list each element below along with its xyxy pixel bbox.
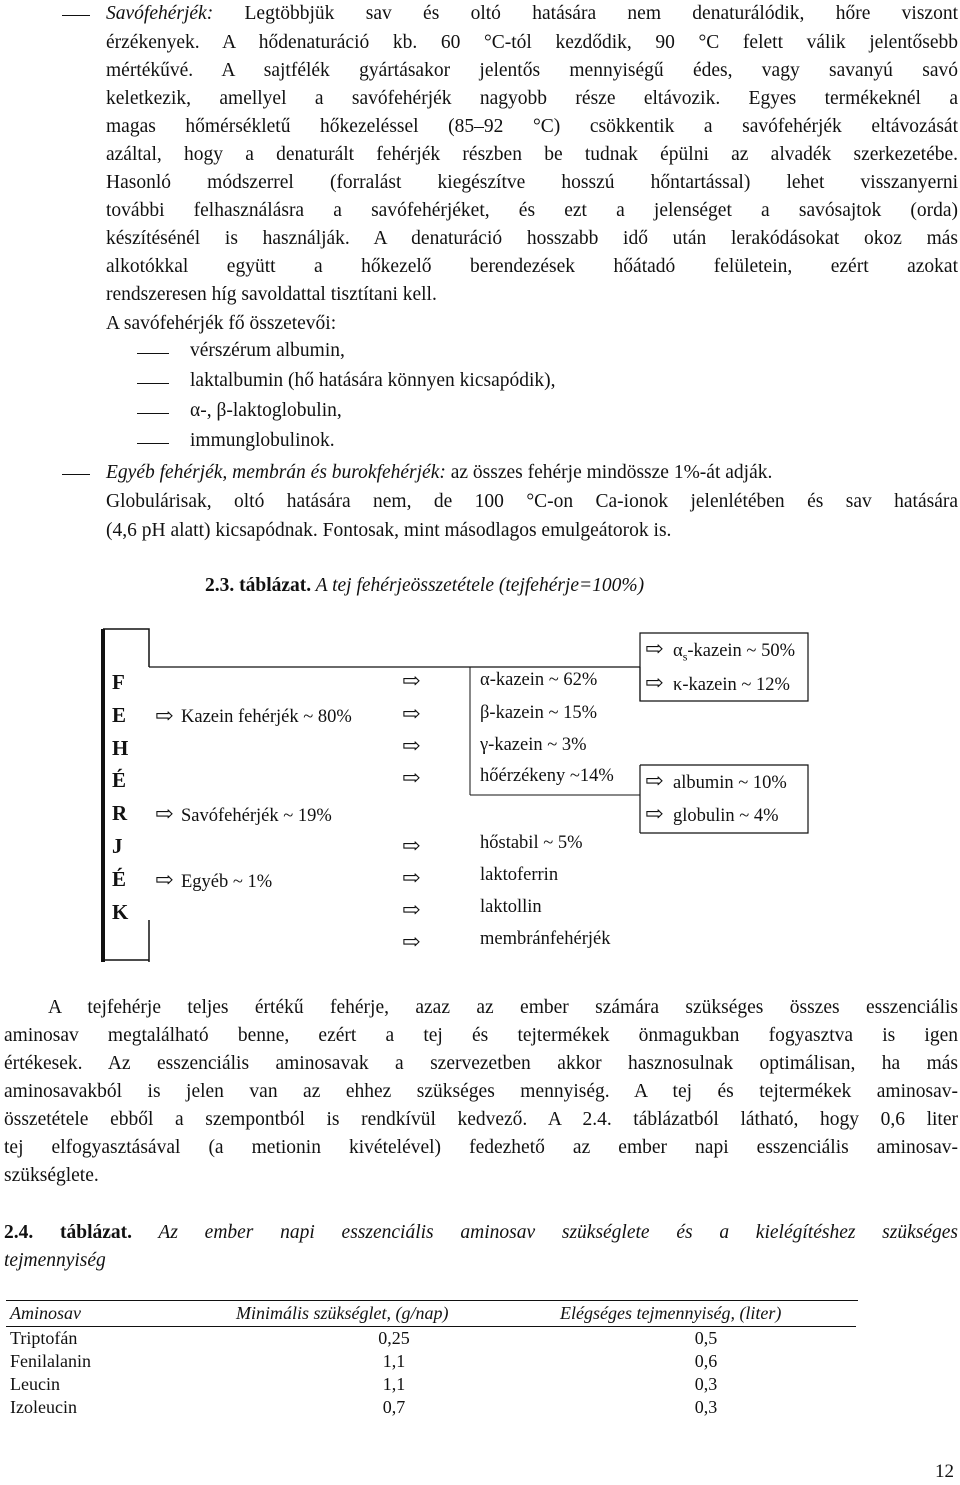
term-other-proteins: Egyéb fehérjék, membrán és burokfehérjék: xyxy=(106,462,446,483)
item-heat-sensitive: hőérzékeny ~14% xyxy=(480,766,614,786)
table-header-row xyxy=(6,1300,856,1327)
table-row xyxy=(6,1350,856,1373)
item-gamma-casein: γ-kazein ~ 3% xyxy=(480,735,587,755)
paragraph-line: értékesek. Az esszenciális aminosavak a szervezetben akkor hasznosulnak optimálisan, ha más xyxy=(4,1053,958,1074)
arrow-icon: ⇨ xyxy=(402,701,421,726)
paragraph-line: Savófehérjék: Legtöbbjük sav és oltó hatására nem denaturálódik, hőre viszont xyxy=(106,3,958,24)
table-cell: 0,3 xyxy=(694,1374,718,1394)
diagram-letter: É xyxy=(112,867,127,891)
paragraph-line: azáltal, hogy a denaturált fehérjék részben be tudnak épülni az alvadék szerkezetébe. xyxy=(106,144,958,165)
table-cell: Izoleucin xyxy=(10,1397,77,1417)
table-row xyxy=(6,1327,856,1351)
arrow-icon: ⇨ xyxy=(402,833,421,858)
arrow-icon: ⇨ xyxy=(645,768,664,793)
amino-acid-table xyxy=(6,1300,856,1419)
arrow-icon: ⇨ xyxy=(645,670,664,695)
table-row xyxy=(6,1373,856,1396)
item-kappa-casein: κ-kazein ~ 12% xyxy=(673,675,790,695)
table-cell: Fenilalanin xyxy=(10,1351,91,1371)
arrow-icon: ⇨ xyxy=(155,703,174,728)
diagram-letter: J xyxy=(112,834,123,858)
arrow-icon: ⇨ xyxy=(402,865,421,890)
diagram-letter: F xyxy=(112,670,125,694)
table-cell: 0,25 xyxy=(378,1328,410,1348)
page-number: 12 xyxy=(935,1461,954,1482)
item-alpha-casein: α-kazein ~ 62% xyxy=(480,670,598,690)
table-cell: 1,1 xyxy=(382,1374,406,1394)
item-lactoferrin: laktoferrin xyxy=(480,865,559,885)
table-cell: Triptofán xyxy=(10,1328,78,1348)
paragraph-line: magas hőmérsékletű hőkezeléssel (85‒92 °C) csökkentik a savófehérjék eltávozását xyxy=(106,116,958,137)
item-membrane-proteins: membránfehérjék xyxy=(480,929,611,949)
diagram-letter: R xyxy=(112,801,128,825)
column-header: Aminosav xyxy=(6,1300,232,1327)
paragraph-line: aminosav megtalálható benne, ezért a tej és tejtermékek önmagukban fogyasztva is igen xyxy=(4,1025,958,1046)
arrow-icon: ⇨ xyxy=(645,636,664,661)
paragraph-line: mértékűvé. A sajtfélék gyártásakor jelentős mennyiségű édes, vagy savanyú savó xyxy=(106,60,958,81)
arrow-icon: ⇨ xyxy=(402,897,421,922)
arrow-icon: ⇨ xyxy=(155,867,174,892)
item-heat-stable: hőstabil ~ 5% xyxy=(480,833,583,853)
paragraph-line: készítésénél is használják. A denaturáció hosszabb idő után lerakódásokat okoz más xyxy=(106,228,958,249)
item-albumin: albumin ~ 10% xyxy=(673,773,787,793)
diagram-letter: É xyxy=(112,768,127,792)
diagram-letter: E xyxy=(112,703,127,727)
paragraph-line: alkotókkal együtt a hőkezelő berendezések hőátadó felületein, ezért azokat xyxy=(106,256,958,277)
caption-line: 2.4. táblázat. Az ember napi esszenciális aminosav szükséglete és a kielégítéshez szükséges xyxy=(4,1222,958,1243)
paragraph-line: A tejfehérje teljes értékű fehérje, azaz az ember számára szükséges összes esszenciális xyxy=(48,997,958,1018)
paragraph-line: aminosavakból is jelen van az ehhez szükséges mennyiség. A tej és tejtermékek aminosav- xyxy=(4,1081,958,1102)
table-cell: 0,6 xyxy=(694,1351,718,1371)
paragraph-line: további felhasználásra a savófehérjéket, és ezt a jelenséget a savósajtok (orda) xyxy=(106,200,958,221)
arrow-icon: ⇨ xyxy=(155,801,174,826)
table-row xyxy=(6,1396,856,1419)
column-header: Minimális szükséglet, (g/nap) xyxy=(232,1300,556,1327)
table-cell: 0,7 xyxy=(382,1397,406,1417)
list-item: α-, β-laktoglobulin, xyxy=(190,400,342,421)
group-whey: Savófehérjék ~ 19% xyxy=(181,806,332,826)
column-header: Elégséges tejmennyiség, (liter) xyxy=(556,1300,856,1327)
paragraph-line: (4,6 pH alatt) kicsapódnak. Fontosak, mint másodlagos emulgeátorok is. xyxy=(106,520,672,541)
paragraph-line: összetétele ebből a szempontból is rendkívül kedvező. A 2.4. táblázatból látható, hogy 0,6 liter xyxy=(4,1109,958,1130)
item-alpha-s-casein: $\alpha_s$-kazein ~ 50% xyxy=(673,641,795,664)
arrow-icon: ⇨ xyxy=(402,733,421,758)
paragraph-line: tej elfogyasztásával (a metionin kivételével) fedezhető az ember napi esszenciális aminosav- xyxy=(4,1137,958,1158)
paragraph-line: Globulárisak, oltó hatására nem, de 100 °C-on Ca-ionok jelenlétében és sav hatására xyxy=(106,491,958,512)
paragraph-line: érzékenyek. A hődenaturáció kb. 60 °C-tól kezdődik, 90 °C felett válik jelentősebb xyxy=(106,32,958,53)
list-item: vérszérum albumin, xyxy=(190,340,345,361)
table-cell: 1,1 xyxy=(382,1351,406,1371)
arrow-icon: ⇨ xyxy=(402,929,421,954)
list-item: immunglobulinok. xyxy=(190,430,335,451)
table-cell: 0,3 xyxy=(694,1397,718,1417)
table-number: 2.4. táblázat. xyxy=(4,1222,133,1243)
item-lactollin: laktollin xyxy=(480,897,542,917)
list-item: laktalbumin (hő hatására könnyen kicsapódik), xyxy=(190,370,556,391)
table-number: 2.3. táblázat. xyxy=(205,575,312,596)
group-casein: Kazein fehérjék ~ 80% xyxy=(181,707,352,727)
arrow-icon: ⇨ xyxy=(402,765,421,790)
diagram-letter: H xyxy=(112,736,129,760)
item-beta-casein: β-kazein ~ 15% xyxy=(480,703,598,723)
arrow-icon: ⇨ xyxy=(645,801,664,826)
term-whey-proteins: Savófehérjék: xyxy=(106,3,214,24)
paragraph-line: szükséglete. xyxy=(4,1165,99,1186)
table-title: A tej fehérjeösszetétele (tejfehérje=100%) xyxy=(311,575,645,596)
arrow-icon: ⇨ xyxy=(402,668,421,693)
paragraph-line: Hasonló módszerrel (forralást kiegészítve hosszú hőntartással) lehet visszanyerni xyxy=(106,172,958,193)
caption-line: tejmennyiség xyxy=(4,1250,106,1271)
paragraph-line: rendszeresen híg savoldattal tisztítani kell. xyxy=(106,284,437,305)
table-cell: 0,5 xyxy=(694,1328,718,1348)
item-globulin: globulin ~ 4% xyxy=(673,806,779,826)
components-heading: A savófehérjék fő összetevői: xyxy=(106,313,337,334)
group-other: Egyéb ~ 1% xyxy=(181,872,273,892)
paragraph-line: Egyéb fehérjék, membrán és burokfehérjék: az összes fehérje mindössze 1%-át adják. xyxy=(106,462,773,483)
table-cell: Leucin xyxy=(10,1374,60,1394)
paragraph-line: keletkezik, amellyel a savófehérjék nagyobb része eltávozik. Egyes termékeknél a xyxy=(106,88,958,109)
diagram-letter: K xyxy=(112,900,129,924)
